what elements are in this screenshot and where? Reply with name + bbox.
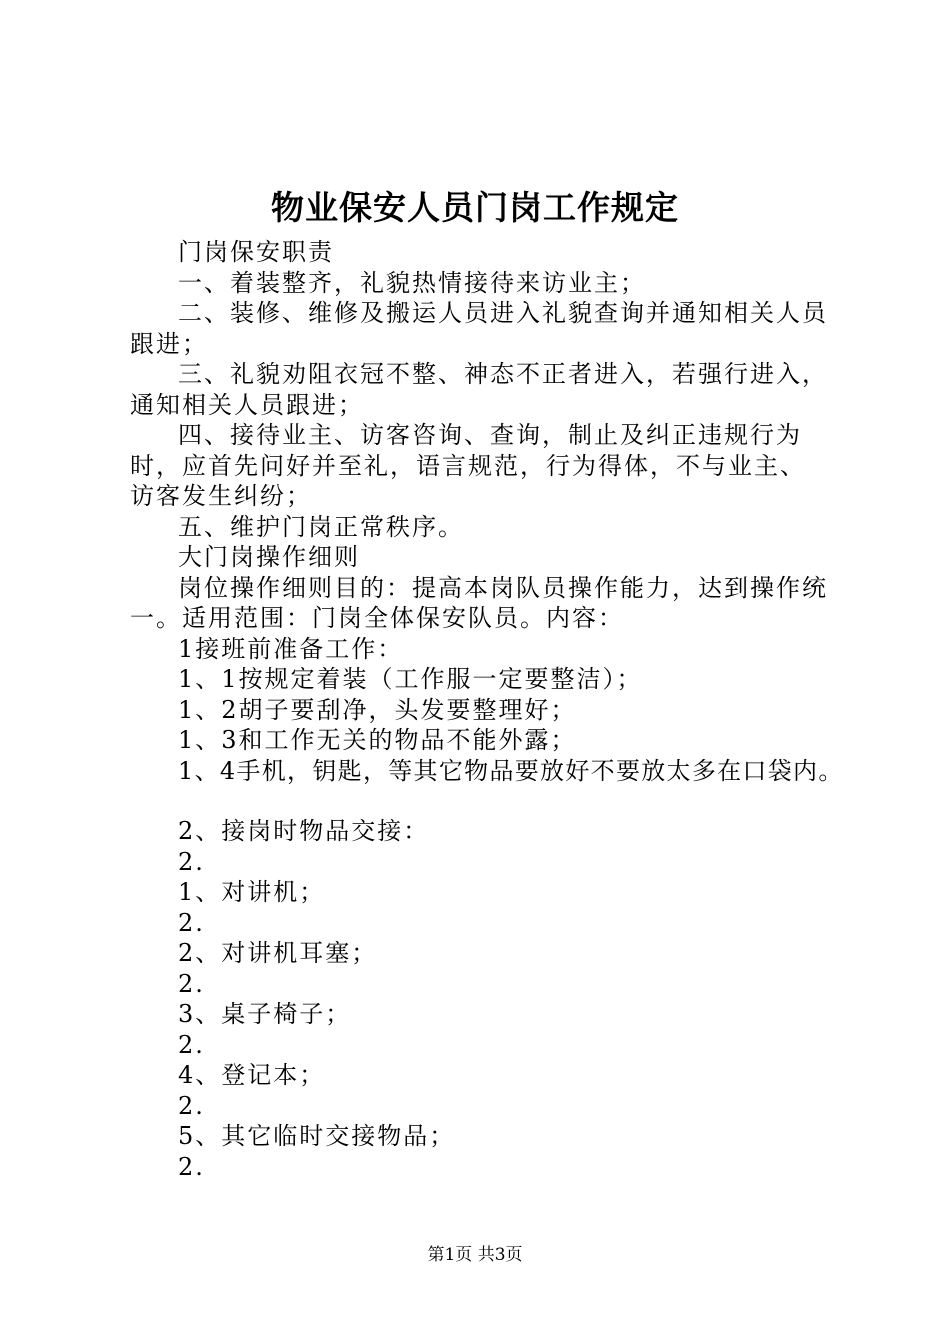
- paragraph: 3、桌子椅子；: [178, 1000, 352, 1028]
- paragraph: 2.: [178, 1091, 205, 1120]
- document-body: [130, 237, 844, 1182]
- blank-line: [130, 786, 830, 816]
- paragraph: 1、4手机，钥匙，等其它物品要放好不要放太多在口袋内。: [178, 756, 844, 785]
- paragraph: 2.: [178, 847, 205, 876]
- paragraph: 2.: [178, 1030, 205, 1059]
- paragraph: 1接班前准备工作：: [178, 634, 404, 663]
- document-title: 物业保安人员门岗工作规定: [271, 188, 679, 227]
- paragraph: 1、3和工作无关的物品不能外露；: [178, 726, 577, 754]
- paragraph: 二、装修、维修及搬运人员进入礼貌查询并通知相关人员跟进；: [130, 299, 828, 358]
- page-footer: 第1页 共3页: [427, 1245, 523, 1265]
- paragraph: 五、维护门岗正常秩序。: [178, 512, 464, 541]
- paragraph: 2.: [178, 908, 205, 937]
- paragraph: 四、接待业主、访客咨询、查询，制止及纠正违规行为时，应首先问好并至礼，语言规范，行为得体，不与业主、访客发生纠纷；: [130, 421, 806, 510]
- paragraph: 1、1按规定着装（工作服一定要整洁）；: [178, 665, 643, 693]
- paragraph: 大门岗操作细则: [178, 543, 360, 571]
- paragraph: 门岗保安职责: [178, 238, 334, 266]
- paragraph: 5、其它临时交接物品；: [178, 1122, 456, 1150]
- paragraph: 1、2胡子要刮净，头发要整理好；: [178, 695, 577, 724]
- paragraph: 2.: [178, 969, 205, 998]
- paragraph: 岗位操作细则目的：提高本岗队员操作能力，达到操作统一。适用范围：门岗全体保安队员。内容：: [130, 573, 828, 632]
- paragraph: 2、对讲机耳塞；: [178, 939, 378, 967]
- paragraph: 三、礼貌劝阻衣冠不整、神态不正者进入，若强行进入，通知相关人员跟进；: [130, 360, 828, 419]
- paragraph: 一、着装整齐，礼貌热情接待来访业主；: [178, 268, 646, 297]
- paragraph: 2、接岗时物品交接：: [178, 817, 430, 845]
- paragraph: 1、对讲机；: [178, 878, 326, 906]
- paragraph: 4、登记本；: [178, 1061, 326, 1089]
- paragraph: 2.: [178, 1152, 205, 1181]
